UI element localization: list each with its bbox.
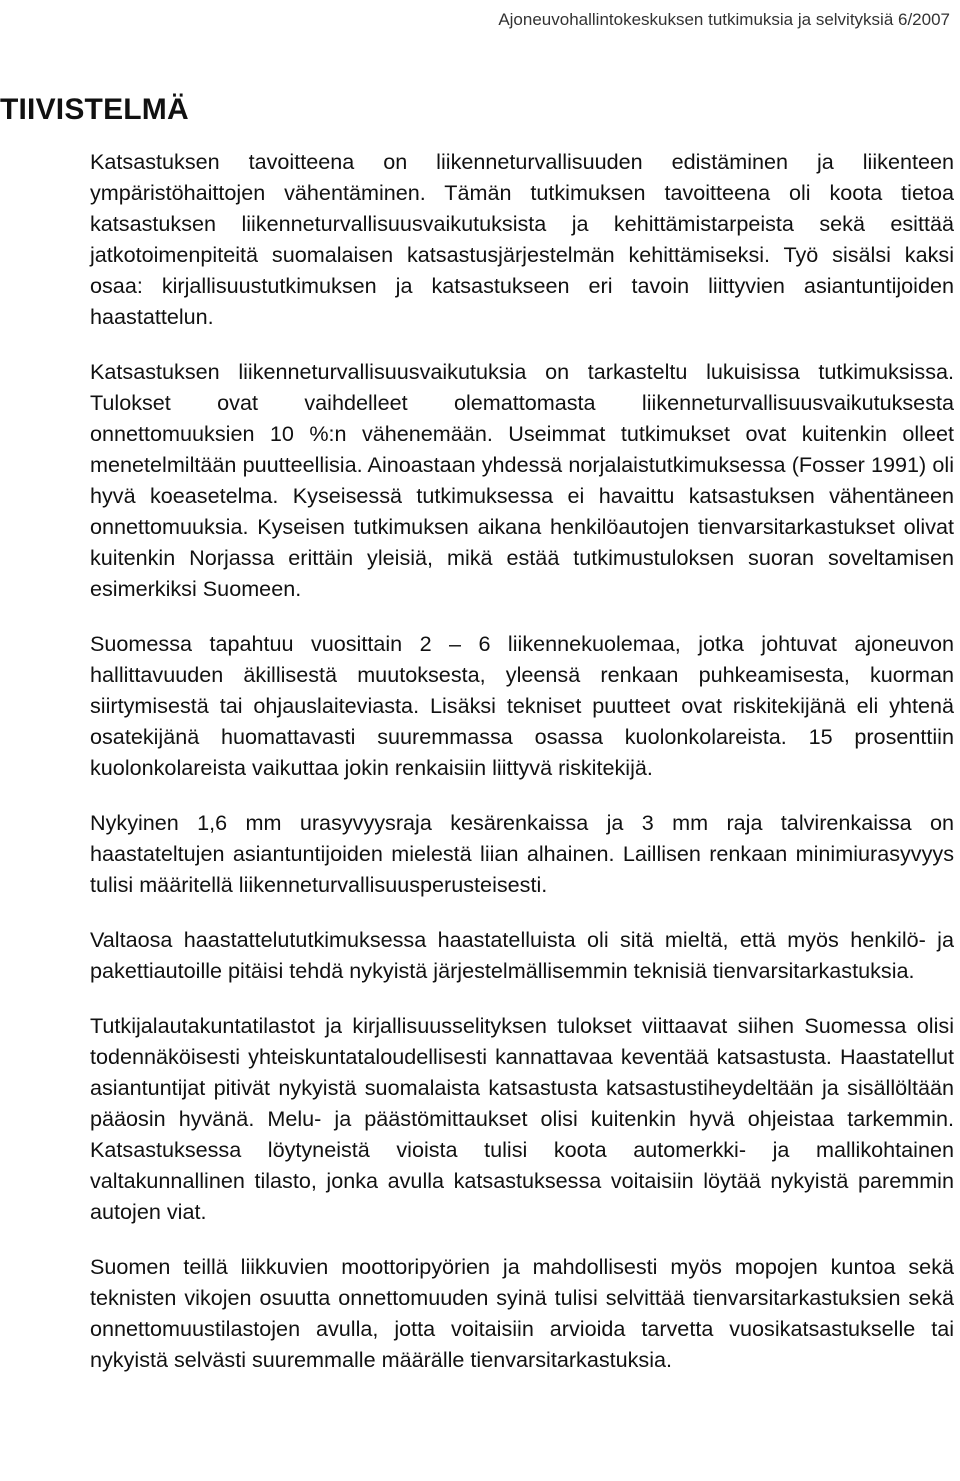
paragraph-5: Valtaosa haastattelututkimuksessa haastatelluista oli sitä mieltä, että myös henkilö- ja pakettiautoille pitäisi tehdä nykyistä järjestelmällisemmin teknisiä tienvarsitarkastuksia.: [90, 927, 954, 983]
paragraph-6: Tutkijalautakuntatilastot ja kirjallisuusselityksen tulokset viittaavat siihen Suomessa olisi todennäköisesti yhteiskuntataloudellisesti kannattavaa keventää katsastusta. Haastatellut asiantuntijat pitivät nykyistä suomalaista katsastusta katsastustiheydeltään ja sisällöltään pääosin hyvänä. Melu- ja päästömittaukset olisi kuitenkin hyvä ohjeistaa tarkemmin. Katsastuksessa löytyneistä vioista tulisi koota automerkki- ja mallikohtainen valtakunnallinen tilasto, jonka avulla katsastuksessa voitaisiin löytää nykyistä paremmin autojen viat.: [90, 1013, 954, 1224]
paragraph-3: Suomessa tapahtuu vuosittain 2 – 6 liikennekuolemaa, jotka johtuvat ajoneuvon hallittavuuden äkillisestä muutoksesta, yleensä renkaan puhkeamisesta, kuorman siirtymisestä tai ohjauslaiteviasta. Lisäksi tekniset puutteet ovat riskitekijänä eli yhtenä osatekijänä huomattavasti suuremmassa osassa kuolonkolareista. 15 prosenttiin kuolonkolareista vaikuttaa jokin renkaisiin liittyvä riskitekijä.: [90, 631, 954, 780]
paragraph-4: Nykyinen 1,6 mm urasyvyysraja kesärenkaissa ja 3 mm raja talvirenkaissa on haastateltujen asiantuntijoiden mielestä liian alhainen. Laillisen renkaan minimiurasyvyys tulisi määritellä liikenneturvallisuusperusteisesti.: [90, 810, 954, 897]
paragraph-1: Katsastuksen tavoitteena on liikenneturvallisuuden edistäminen ja liikenteen ympäristöhaittojen vähentäminen. Tämän tutkimuksen tavoitteena oli koota tietoa katsastuksen liikenneturvallisuusvaikutuksista ja kehittämistarpeista sekä esittää jatkotoimenpiteitä suomalaisen katsastusjärjestelmän kehittämiseksi. Työ sisälsi kaksi osaa: kirjallisuustutkimuksen ja katsastukseen eri tavoin liittyvien asiantuntijoiden haastattelun.: [90, 149, 954, 329]
abstract-body: [90, 146, 954, 1375]
page-title: TIIVISTELMÄ: [0, 93, 189, 126]
paragraph-7: Suomen teillä liikkuvien moottoripyörien ja mahdollisesti myös mopojen kuntoa sekä teknisten vikojen osuutta onnettomuuden syinä tulisi selvittää tienvarsitarkastuksien sekä onnettomuustilastojen avulla, jotta voitaisiin arvioida tarvetta vuosikatsastukselle tai nykyistä selvästi suuremmalle määrälle tienvarsitarkastuksia.: [90, 1254, 954, 1372]
running-header: Ajoneuvohallintokeskuksen tutkimuksia ja selvityksiä 6/2007: [498, 10, 950, 29]
paragraph-2: Katsastuksen liikenneturvallisuusvaikutuksia on tarkasteltu lukuisissa tutkimuksissa. Tulokset ovat vaihdelleet olemattomasta liikenneturvallisuusvaikutuksesta onnettomuuksien 10 %:n vähenemään. Useimmat tutkimukset ovat kuitenkin olleet menetelmiltään puutteellisia. Ainoastaan yhdessä norjalaistutkimuksessa (Fosser 1991) oli hyvä koeasetelma. Kyseisessä tutkimuksessa ei havaittu katsastuksen vähentäneen onnettomuuksia. Kyseisen tutkimuksen aikana henkilöautojen tienvarsitarkastukset olivat kuitenkin Norjassa erittäin yleisiä, mikä estää tutkimustuloksen suoran soveltamisen esimerkiksi Suomeen.: [90, 359, 954, 601]
